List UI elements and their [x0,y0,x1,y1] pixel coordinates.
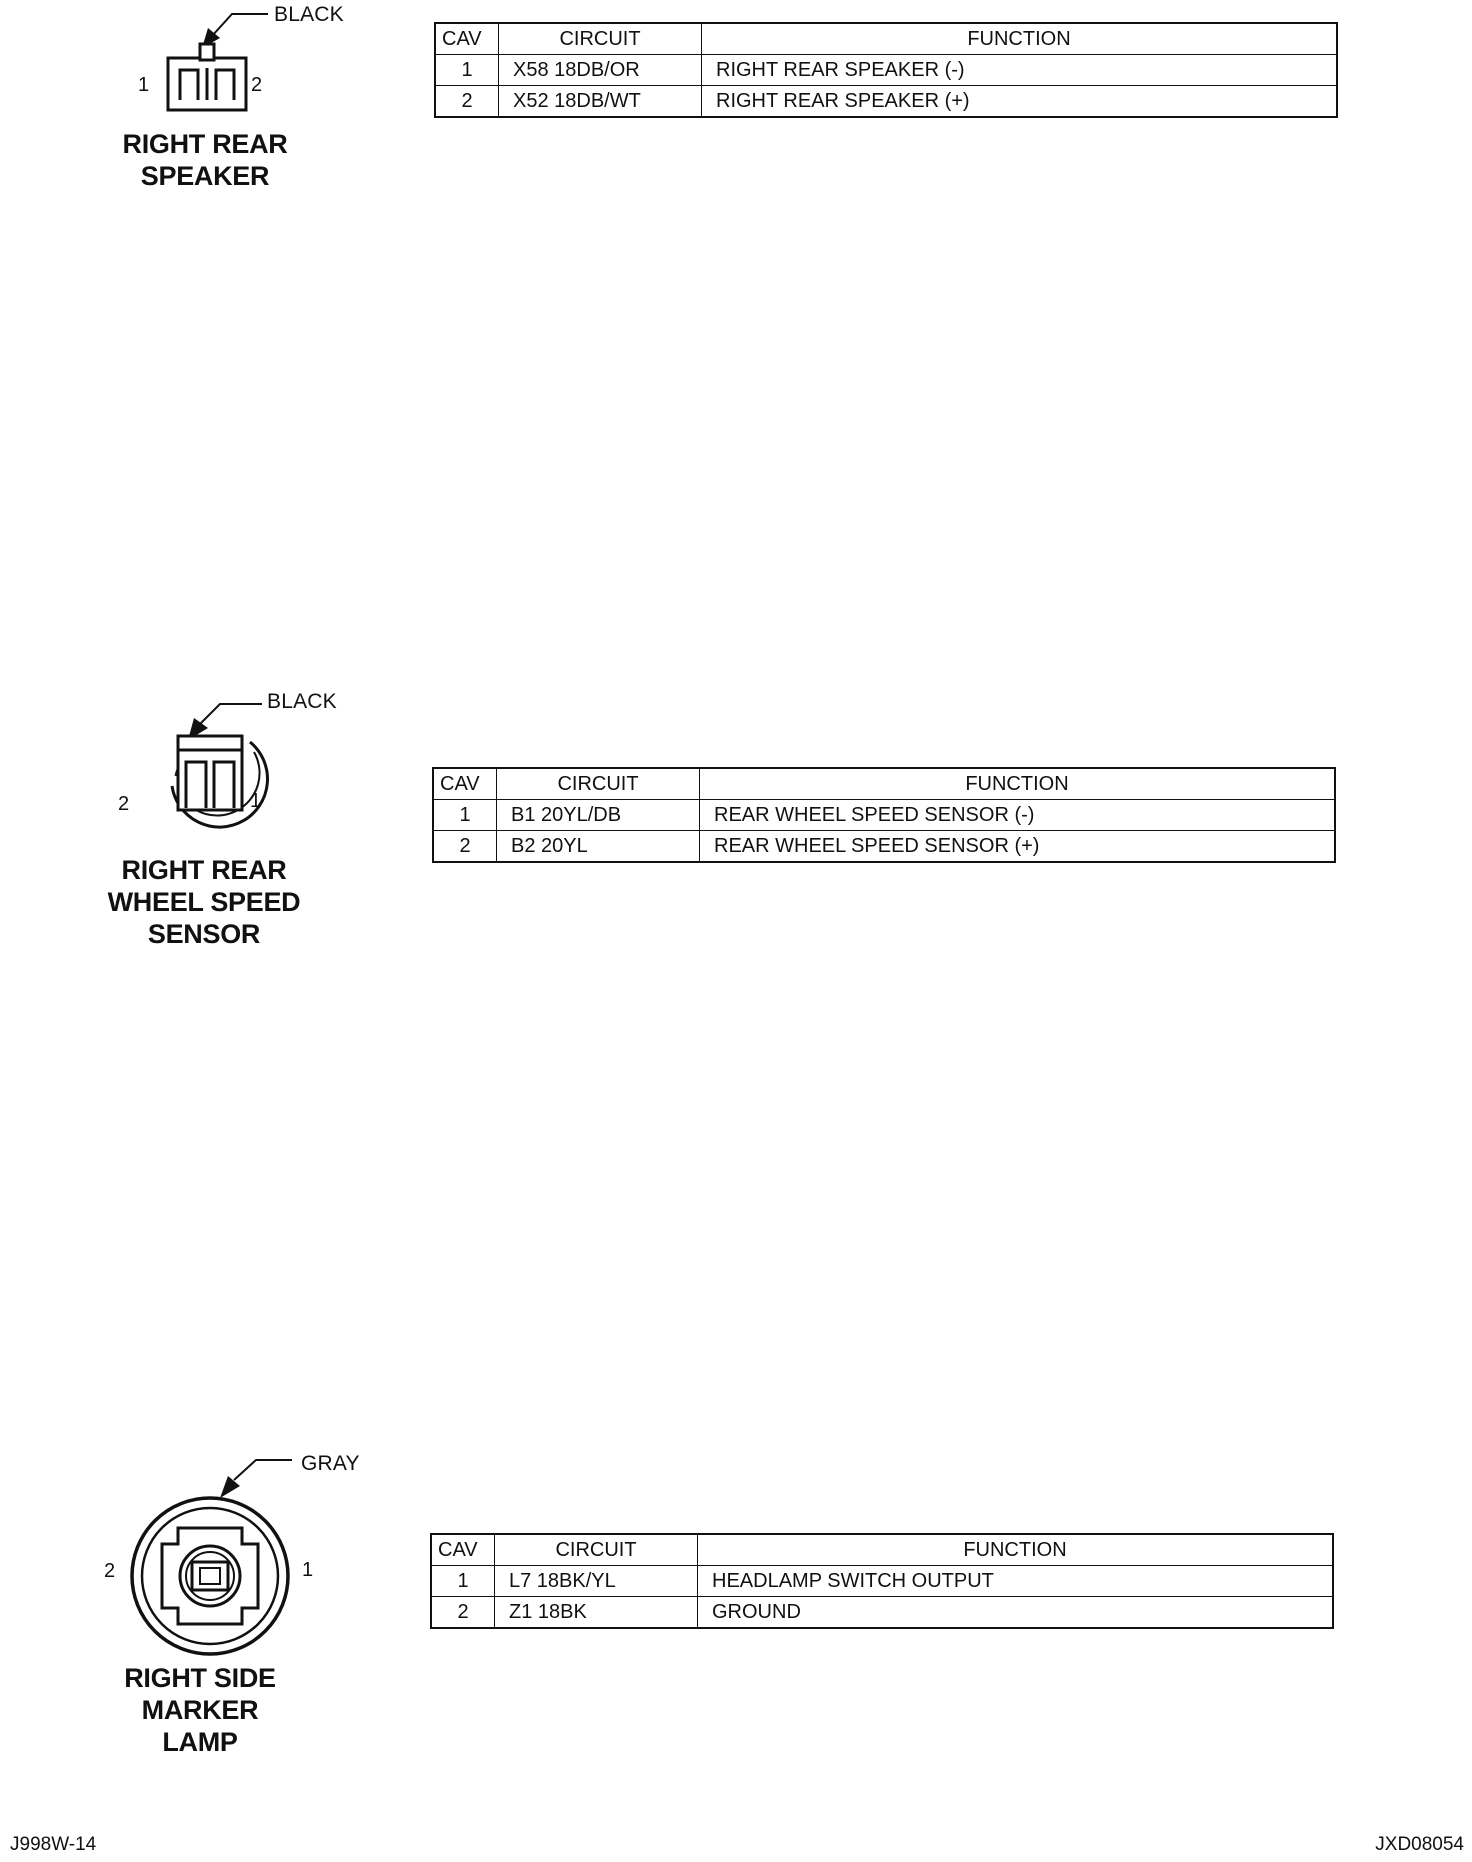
cell-circuit: Z1 18BK [495,1597,698,1629]
cell-cav: 2 [431,1597,495,1629]
cell-cav: 2 [435,86,499,118]
footer-figure-id-right: JXD08054 [1375,1834,1464,1855]
col-header-circuit: CIRCUIT [499,23,702,55]
table-row [433,800,1335,831]
col-header-function: FUNCTION [700,768,1336,800]
table-row [435,86,1337,118]
pin-number-left: 1 [138,74,150,96]
connector-name-line: RIGHT REAR [121,855,287,885]
pinout-table [432,767,1336,863]
cell-circuit: B2 20YL [497,831,700,863]
table-row [431,1566,1333,1597]
table-header-row [431,1534,1333,1566]
connector-name [98,854,310,950]
col-header-cav: CAV [433,768,497,800]
connector-section-side-marker-lamp [0,1446,1472,1766]
col-header-cav: CAV [435,23,499,55]
cell-circuit: B1 20YL/DB [497,800,700,831]
pin-number-right: 1 [302,1559,314,1581]
connector-name-line: LAMP [162,1727,238,1757]
connector-name [105,128,305,192]
cell-function: RIGHT REAR SPEAKER (-) [702,55,1338,86]
cell-function: REAR WHEEL SPEED SENSOR (-) [700,800,1336,831]
table-header-row [433,768,1335,800]
table-row [433,831,1335,863]
cell-function: REAR WHEEL SPEED SENSOR (+) [700,831,1336,863]
col-header-function: FUNCTION [702,23,1338,55]
connector-section-right-rear-speaker [0,0,1472,200]
connector-section-wheel-speed-sensor [0,690,1472,960]
cell-function: HEADLAMP SWITCH OUTPUT [698,1566,1334,1597]
connector-name-line: RIGHT SIDE [124,1663,276,1693]
pin-number-right: 1 [250,790,262,812]
connector-name-line: SENSOR [147,919,261,949]
connector-color-label: GRAY [301,1452,360,1475]
connector-name-line: SPEAKER [140,161,270,191]
connector-color-label: BLACK [267,690,337,713]
col-header-circuit: CIRCUIT [497,768,700,800]
cell-cav: 1 [435,55,499,86]
pinout-table [434,22,1338,118]
cell-circuit: L7 18BK/YL [495,1566,698,1597]
cell-circuit: X52 18DB/WT [499,86,702,118]
col-header-cav: CAV [431,1534,495,1566]
connector-name-line: RIGHT REAR [122,129,288,159]
connector-color-label: BLACK [274,3,344,26]
pin-number-right: 2 [251,74,263,96]
cell-cav: 2 [433,831,497,863]
connector-diagram-side-marker-lamp [120,1446,360,1676]
pin-number-left: 2 [104,1560,116,1582]
col-header-function: FUNCTION [698,1534,1334,1566]
col-header-circuit: CIRCUIT [495,1534,698,1566]
connector-name-line: MARKER [141,1695,259,1725]
cell-cav: 1 [431,1566,495,1597]
cell-circuit: X58 18DB/OR [499,55,702,86]
table-header-row [435,23,1337,55]
cell-cav: 1 [433,800,497,831]
cell-function: RIGHT REAR SPEAKER (+) [702,86,1338,118]
table-row [435,55,1337,86]
cell-function: GROUND [698,1597,1334,1629]
pinout-table [430,1533,1334,1629]
connector-name-line: WHEEL SPEED [107,887,301,917]
pin-number-left: 2 [118,793,130,815]
table-row [431,1597,1333,1629]
connector-name [100,1662,300,1758]
footer-figure-id-left: J998W-14 [10,1834,97,1855]
